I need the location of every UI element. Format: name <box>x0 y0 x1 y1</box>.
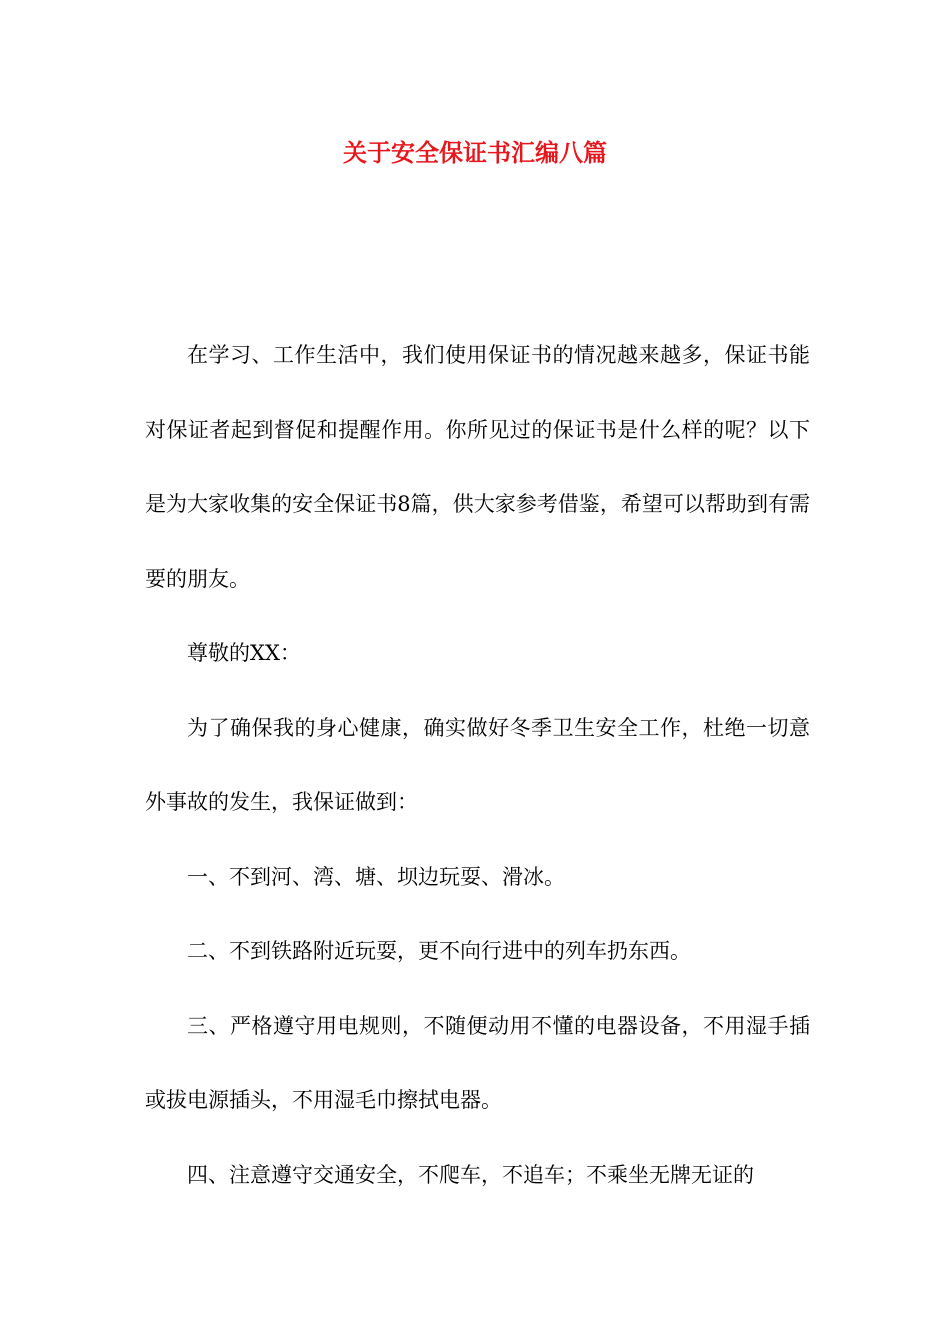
pledge-item-2: 二、不到铁路附近玩耍，更不向行进中的列车扔东西。 <box>187 939 691 963</box>
intro-paragraph: 在学习、工作生活中，我们使用保证书的情况越来越多，保证书能对保证者起到督促和提醒作用。你所见过的保证书是什么样的呢？以下是为大家收集的安全保证书8篇，供大家参考借鉴，希望可以帮助到有需要的朋友。 <box>145 343 810 591</box>
pledge-item-1: 一、不到河、湾、塘、坝边玩耍、滑冰。 <box>187 864 565 889</box>
document-title: 关于安全保证书汇编八篇 <box>343 139 607 167</box>
pledge-item-4: 四、注意遵守交通安全，不爬车，不追车；不乘坐无牌无证的 <box>187 1162 754 1187</box>
pledge-item-3: 三、严格遵守用电规则，不随便动用不懂的电器设备，不用湿手插或拔电源插头，不用湿毛巾擦拭电器。 <box>145 1013 810 1112</box>
salutation: 尊敬的XX： <box>187 641 301 665</box>
pledge-intro-paragraph: 为了确保我的身心健康，确实做好冬季卫生安全工作，杜绝一切意外事故的发生，我保证做到： <box>145 715 810 814</box>
document-body <box>145 318 810 1212</box>
